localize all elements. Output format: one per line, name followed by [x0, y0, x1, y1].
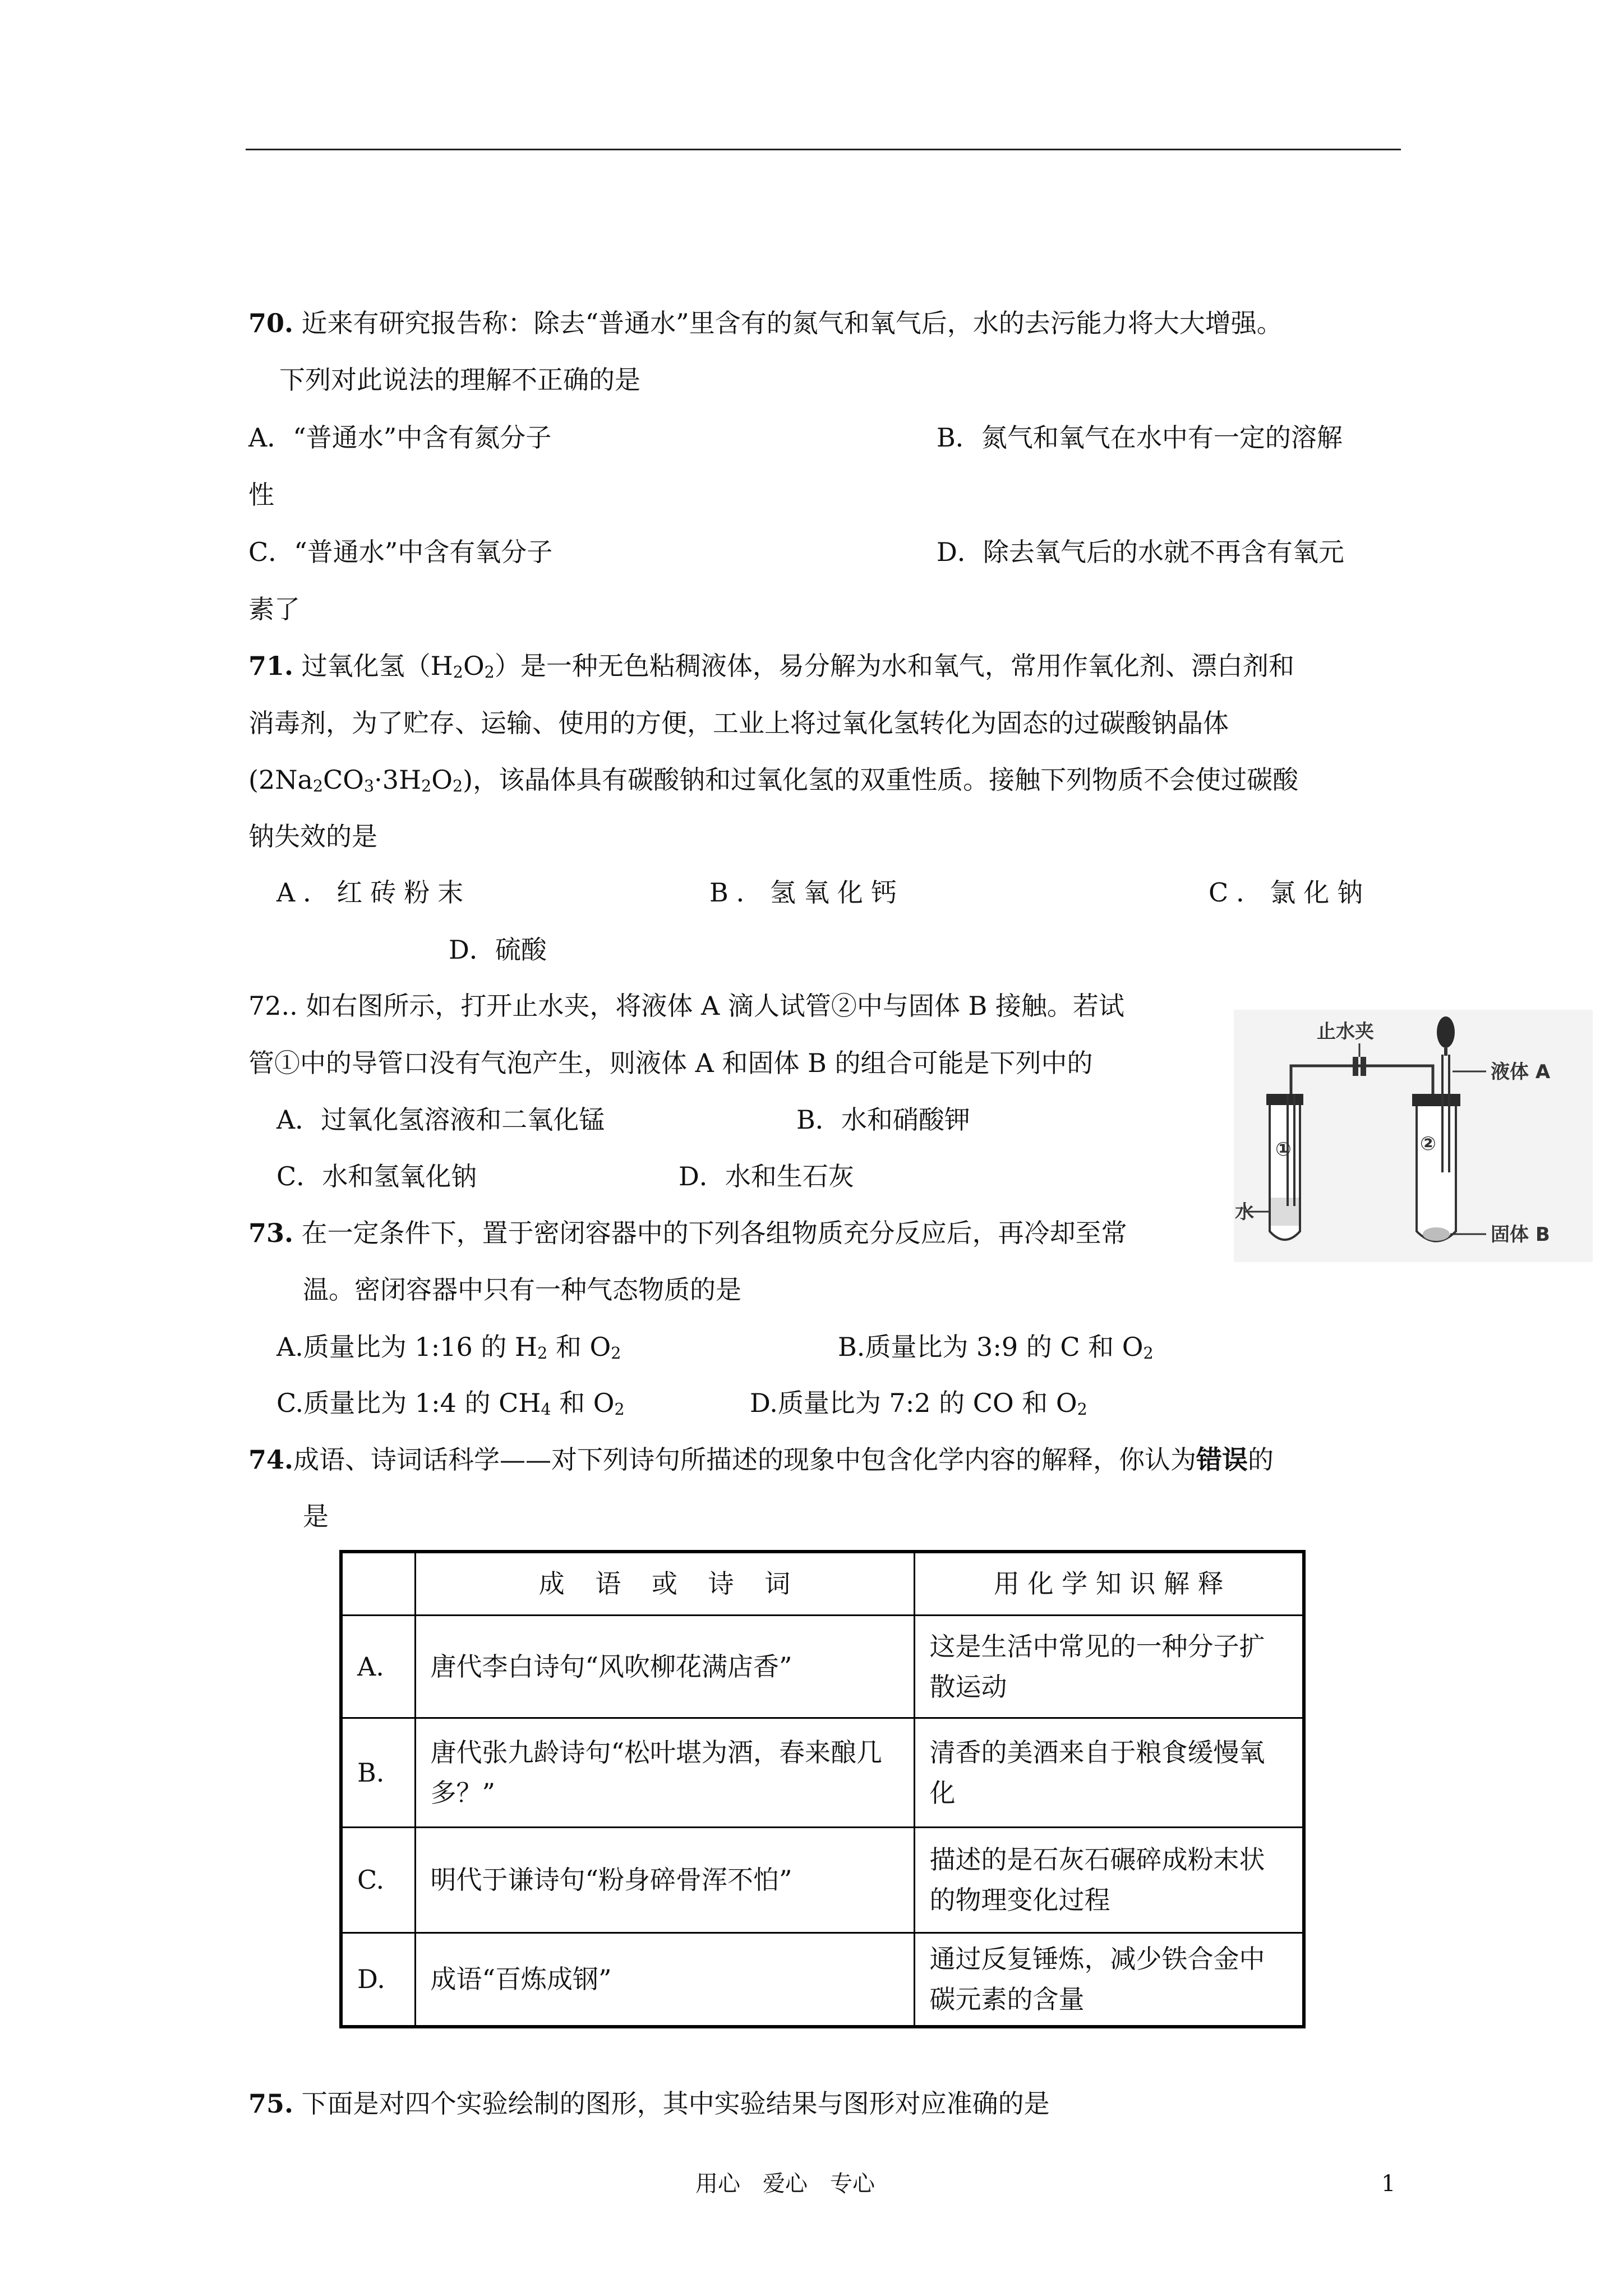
- question-71: [248, 651, 1294, 682]
- row-label: A.: [341, 1615, 415, 1718]
- option-d: D．硫酸: [449, 935, 547, 965]
- option-a: A．“普通水”中含有氮分子: [248, 422, 552, 453]
- header-rule: [246, 149, 1401, 150]
- question-stem-line2: 消毒剂，为了贮存、运输、使用的方便，工业上将过氧化氢转化为固态的过碳酸钠晶体: [248, 708, 1229, 738]
- row-poem: 唐代张九龄诗句“松叶堪为酒，春来酿几多？”: [415, 1718, 914, 1827]
- table-header-row: [341, 1552, 1304, 1615]
- table-row: [341, 1932, 1304, 2027]
- question-stem-line2: 温。密闭容器中只有一种气态物质的是: [303, 1274, 741, 1305]
- question-70: [248, 310, 1283, 336]
- question-stem-line3: $(2Na_2CO_3\cdot 3H_2O_2)$，该晶体具有碳酸钠和过氧化氢的双重性质。接触下列物质不会使过碳酸: [248, 765, 1299, 796]
- question-stem: 过氧化氢$(H_2O_2)$是一种无色粘稠液体，易分解为水和氧气，常用作氧化剂、漂白剂和: [301, 651, 1294, 682]
- row-explain: 描述的是石灰石碾碎成粉末状的物理变化过程: [914, 1827, 1304, 1932]
- question-73: [248, 1220, 1127, 1246]
- question-75: [248, 2088, 1050, 2119]
- question-stem-line2: 是: [303, 1501, 329, 1531]
- question-stem: 成语、诗词话科学——对下列诗句所描述的现象中包含化学内容的解释，你认为: [293, 1444, 1197, 1475]
- footer-slogan: 用心 爱心 专心: [695, 2171, 875, 2197]
- formula: $(2Na_2CO_3\cdot 3H_2O_2)$: [248, 765, 473, 796]
- tube1-label: ①: [1275, 1138, 1292, 1161]
- row-label: C.: [341, 1827, 415, 1932]
- option-c: C．“普通水”中含有氧分子: [248, 537, 553, 567]
- row-label: D.: [341, 1932, 415, 2027]
- solid-b-label: 固体 B: [1491, 1223, 1550, 1246]
- question-number: 72.: [248, 991, 290, 1021]
- question-stem: 下面是对四个实验绘制的图形，其中实验结果与图形对应准确的是: [301, 2088, 1050, 2119]
- row-explain: 清香的美酒来自于粮食缓慢氧化: [914, 1718, 1304, 1827]
- question-number: 71.: [248, 651, 294, 681]
- table-row: [341, 1827, 1304, 1932]
- question-number: 75.: [248, 2088, 294, 2119]
- test-tube-1: [1266, 1094, 1303, 1240]
- question-number: 74.: [248, 1444, 294, 1475]
- table-row: [341, 1718, 1304, 1827]
- option-b: B.质量比为 3:9 的 C 和 $O_2$: [838, 1332, 1154, 1363]
- option-b: B．水和硝酸钾: [796, 1105, 970, 1135]
- option-b-wrap: 性: [248, 480, 274, 510]
- question-74: 74.成语、诗词话科学——对下列诗句所描述的现象中包含化学内容的解释，你认为错误的: [248, 1444, 1274, 1475]
- option-c: C．氯化钠: [1209, 877, 1371, 908]
- row-explain: 通过反复锤炼，减少铁合金中碳元素的含量: [914, 1932, 1304, 2027]
- question-stem: . 如右图所示，打开止水夹，将液体 A 滴人试管②中与固体 B 接触。若试: [289, 991, 1124, 1021]
- page-number: 1: [1381, 2171, 1396, 2197]
- option-b: B．氢氧化钙: [709, 877, 905, 908]
- option-d-wrap: 素了: [248, 594, 300, 624]
- row-poem: 明代于谦诗句“粉身碎骨浑不怕”: [415, 1827, 914, 1932]
- emphasis-wrong: 错误: [1196, 1444, 1248, 1475]
- question-stem-line2: 管①中的导管口没有气泡产生，则液体 A 和固体 B 的组合可能是下列中的: [248, 1048, 1093, 1078]
- question-stem-line4: 钠失效的是: [248, 821, 377, 852]
- row-poem: 唐代李白诗句“风吹柳花满店香”: [415, 1615, 914, 1718]
- table-header-empty: [341, 1552, 415, 1615]
- option-c: C.质量比为 1:4 的 $CH_4$ 和 $O_2$: [276, 1388, 625, 1419]
- water-label: 水: [1235, 1201, 1254, 1223]
- table-header-poem: 成 语 或 诗 词: [415, 1552, 914, 1615]
- row-label: B.: [341, 1718, 415, 1827]
- option-c: C．水和氢氧化钠: [276, 1161, 477, 1191]
- liquid-a-label: 液体 A: [1491, 1061, 1551, 1083]
- table-row: [341, 1615, 1304, 1718]
- clamp-label: 止水夹: [1317, 1020, 1374, 1043]
- row-poem: 成语“百炼成钢”: [415, 1932, 914, 2027]
- option-d: D．除去氧气后的水就不再含有氧元: [937, 537, 1344, 567]
- apparatus-figure: [1234, 1010, 1593, 1262]
- option-a: A．红砖粉末: [276, 877, 472, 908]
- question-stem: 在一定条件下，置于密闭容器中的下列各组物质充分反应后，再冷却至常: [301, 1218, 1127, 1248]
- row-explain: 这是生活中常见的一种分子扩散运动: [914, 1615, 1304, 1718]
- question-number: 70.: [248, 308, 294, 338]
- question-stem-line2: 下列对此说法的理解不正确的是: [279, 365, 640, 395]
- option-a: A．过氧化氢溶液和二氧化锰: [276, 1105, 605, 1135]
- option-d: D．水和生石灰: [679, 1161, 854, 1191]
- table-header-explain: 用 化 学 知 识 解 释: [914, 1552, 1304, 1615]
- question-number: 73.: [248, 1218, 294, 1248]
- tube2-label: ②: [1420, 1133, 1436, 1155]
- question-stem: 近来有研究报告称：除去“普通水”里含有的氮气和氧气后，水的去污能力将大大增强。: [301, 308, 1283, 338]
- explanation-table: [339, 1550, 1306, 2028]
- option-b: B．氮气和氧气在水中有一定的溶解: [937, 422, 1343, 453]
- question-72: [248, 993, 1124, 1019]
- option-d: D.质量比为 7:2 的 CO 和 $O_2$: [750, 1388, 1087, 1419]
- option-a: A.质量比为 1:16 的 $H_2$ 和 $O_2$: [276, 1332, 621, 1363]
